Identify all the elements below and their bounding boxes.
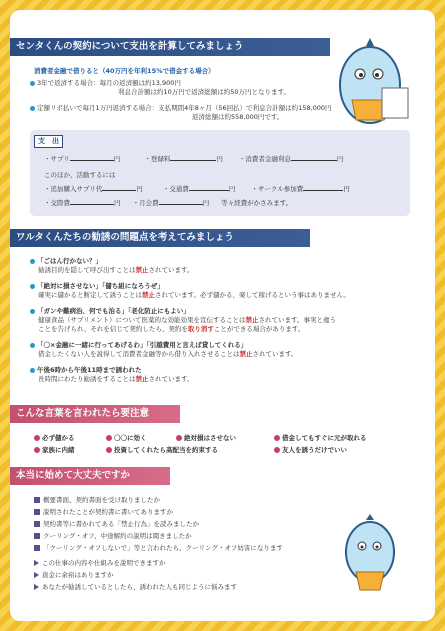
warning-phrase: 家族に内緒 xyxy=(34,446,75,454)
expense-label: 支 出 xyxy=(34,135,63,148)
section-title-4: 本当に始めて大丈夫ですか xyxy=(10,467,170,485)
issue-4-title: 「〇×金融に一緒に行ってあげるわ」「引越費用と言えば貸してくれる」 xyxy=(30,341,247,349)
triangle-bullet-icon xyxy=(34,584,39,590)
bullet-icon xyxy=(30,81,35,86)
issue-1-body: 勧誘目的を隠して呼び出すことは禁止されています。 xyxy=(38,266,194,274)
issue-5-body: 長時間にわたり勧誘をすることは禁止されています。 xyxy=(38,375,194,383)
check-box-icon xyxy=(34,509,40,515)
issue-5-title: 午後6時から午後11時まで誘われた xyxy=(30,366,142,374)
issue-2-body: 確実に儲かると断定して誘うことは禁止されています。必ず儲かる、楽して稼げるという事はありません。 xyxy=(38,291,350,299)
loan-heading: 消費者金融で借りると（40万円を年利15%で借金する場合） xyxy=(34,67,215,75)
checklist-item: 契約書等に書かれてある「禁止行為」を読みましたか xyxy=(34,520,199,528)
bullet-icon xyxy=(34,447,40,453)
case-1-line-1: 3年で返済する場合：毎月の返済額は約13,900円 xyxy=(30,79,181,87)
bullet-icon xyxy=(106,435,112,441)
expense-row-1: ・サプリ 円 ・登録料 円 ・消費者金融利息 円 xyxy=(44,155,344,163)
checklist-item: 「クーリング・オフしないで」等と言われたら、クーリング・オフ妨害になります xyxy=(34,544,283,552)
bullet-icon xyxy=(176,435,182,441)
expense-row-3: ・交際費 円 ・月会費 円 等々経費がかさみます。 xyxy=(44,199,293,207)
bullet-icon xyxy=(34,435,40,441)
bullet-icon xyxy=(30,309,35,314)
check-box-icon xyxy=(34,521,40,527)
section-title-3: こんな言葉を言われたら要注意 xyxy=(10,405,180,423)
triangle-bullet-icon xyxy=(34,572,39,578)
warning-phrase: 絶対損はさせない xyxy=(176,434,236,442)
warning-phrase: 〇〇に効く xyxy=(106,434,147,442)
issue-3-body-2: ことを告げられ、それを信じて契約したら、契約を取り消すことができる場合があります。 xyxy=(38,325,305,333)
issue-2-title: 「絶対に損させない」「儲ち組になろうぜ」 xyxy=(30,282,164,290)
expense-intro: このほか、活動するには xyxy=(44,171,116,179)
checklist-item: 概要書面、契約書面を受け取りましたか xyxy=(34,496,160,504)
expense-row-2: ・追加購入サプリ代 円 ・交通費 円 ・サークル参加費 円 xyxy=(44,185,350,193)
warning-phrase: 借金してもすぐに元が取れる xyxy=(274,434,367,442)
checklist-item: あなたが勧誘しているとしたら、誘われた人も同じように悩みます xyxy=(34,583,237,591)
checklist-item: 説明されたことが契約書に書いてありますか xyxy=(34,508,173,516)
issue-1-title: 「ごはん行かない？」 xyxy=(30,257,102,265)
check-box-icon xyxy=(34,545,40,551)
warning-phrase: 投資してくれたら高配当を約束する xyxy=(106,446,218,454)
bullet-icon xyxy=(30,368,35,373)
bullet-icon xyxy=(30,284,35,289)
mascot-top xyxy=(320,30,420,135)
warning-phrase: 必ず儲かる xyxy=(34,434,75,442)
case-2-line-1: 定額リボ払いで毎月1万円返済する場合：支払期間4年8ヶ月（56回払）で利息合計額は約158,000円 xyxy=(30,104,332,112)
bullet-icon xyxy=(30,106,35,111)
section-title-2: ワルタくんたちの勧誘の問題点を考えてみましょう xyxy=(10,229,310,247)
check-box-icon xyxy=(34,497,40,503)
bullet-icon xyxy=(106,447,112,453)
case-1-line-2: 利息合計額は約10万円で返済総額は約50万円となります。 xyxy=(118,88,291,96)
checklist-item: クーリング・オフ、中途解約の説明は聞きましたか xyxy=(34,532,192,540)
warning-phrase: 友人を誘うだけでいい xyxy=(274,446,347,454)
triangle-bullet-icon xyxy=(34,560,39,566)
bullet-icon xyxy=(30,343,35,348)
checklist-item: この仕事の内容や仕組みを説明できますか xyxy=(34,559,166,567)
checklist-item: 資金に余裕はありますか xyxy=(34,571,114,579)
bullet-icon xyxy=(274,447,280,453)
bullet-icon xyxy=(274,435,280,441)
case-2-line-2: 返済総額は約558,000円です。 xyxy=(192,113,284,121)
bullet-icon xyxy=(30,259,35,264)
section-title-1: センタくんの契約について支出を計算してみましょう xyxy=(10,38,330,56)
issue-3-body-1: 健康食品（サプリメント）について医薬的な効能効果を宣伝することは禁止されています。事実と違う xyxy=(38,316,336,324)
issue-3-title: 「ガンや難病治、何でも治る」「老化防止にもよい」 xyxy=(30,307,190,315)
mascot-bottom xyxy=(330,512,410,600)
issue-4-body: 借金したくない人を説得して消費者金融等から借り入れさせることは禁止されています。 xyxy=(38,350,298,358)
check-box-icon xyxy=(34,533,40,539)
